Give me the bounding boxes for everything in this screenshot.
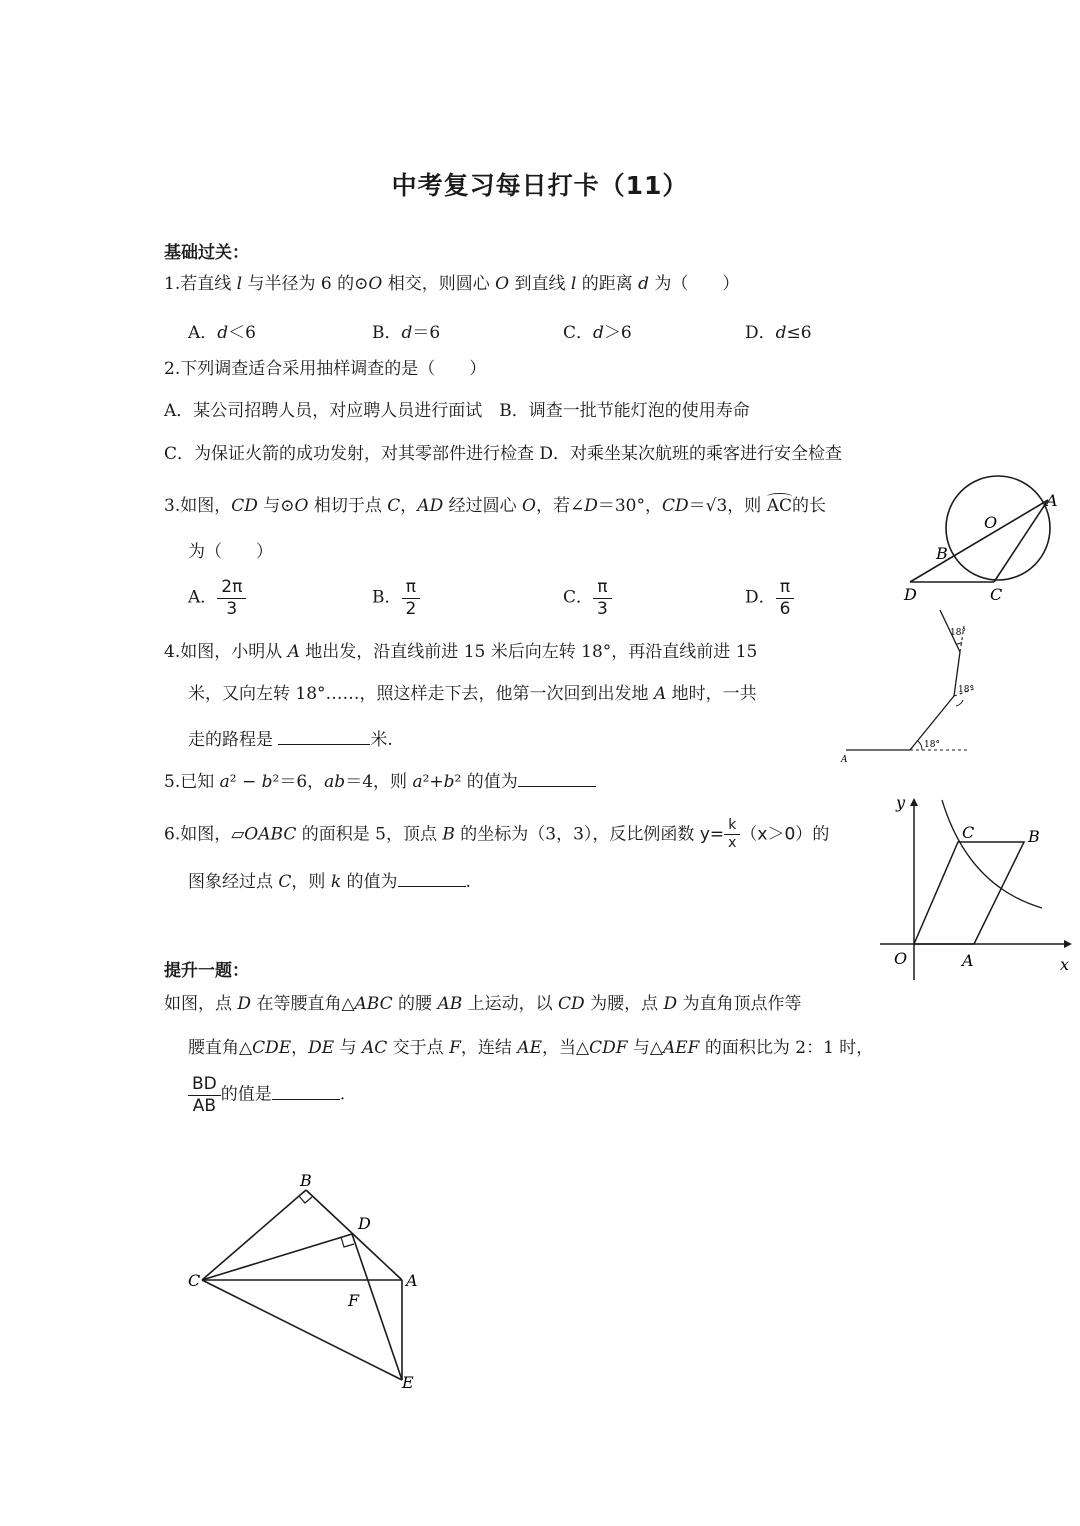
axis-label-x: x — [1060, 955, 1070, 974]
question-3-figure — [896, 474, 1066, 606]
question-3-option-b: B． $\frac{\pi}{2}$ — [372, 578, 420, 618]
question-6-figure — [872, 786, 1080, 982]
question-4-line-2: 米，又向左转 18°……，照这样走下去，他第一次回到出发地 A 地时，一共 — [188, 684, 757, 704]
axis-label-y: y — [896, 793, 906, 812]
advanced-question-line-3: $\frac{BD}{AB}$ 的值是 . — [188, 1075, 345, 1115]
point-label-b: B — [936, 544, 948, 563]
question-2-options-line-1: A．某公司招聘人员，对应聘人员进行面试 B．调查一批节能灯泡的使用寿命 — [164, 401, 750, 421]
question-3-option-d: D． $\frac{\pi}{6}$ — [745, 578, 794, 618]
question-1-option-a: A．d＜6 — [188, 323, 256, 343]
question-1-stem: 1.若直线 l 与半径为 6 的⊙O 相交，则圆心 O 到直线 l 的距离 d 为（ ） — [164, 274, 740, 294]
segment-cd — [202, 1234, 352, 1280]
chord-ca — [994, 500, 1048, 582]
point-label-c: C — [188, 1271, 201, 1290]
angle-label-3: 18° — [950, 628, 966, 638]
hyperbola-curve — [942, 800, 1042, 908]
point-label-a: A — [841, 755, 848, 765]
point-label-o: O — [894, 949, 908, 968]
question-2-options-line-2: C．为保证火箭的成功发射，对其零部件进行检查 D．对乘坐某次航班的乘客进行安全检查 — [164, 444, 843, 464]
secant-line-da — [910, 500, 1048, 582]
section-basic-heading: 基础过关： — [164, 243, 249, 263]
question-6-line-1: 6.如图，▱OABC 的面积是 5，顶点 B 的坐标为（3，3），反比例函数 y= $\frac{k}{x}$ （x＞0）的 — [164, 817, 830, 852]
question-4-line-3: 走的路程是 米. — [188, 730, 393, 750]
point-label-b: B — [1028, 827, 1040, 846]
question-3-stem: 3.如图，CD 与⊙O 相切于点 C，AD 经过圆心 O，若∠D＝30°，CD＝√3，则 AC的长 — [164, 496, 826, 516]
segment-ce — [202, 1280, 402, 1380]
right-angle-mark-b — [299, 1196, 312, 1203]
advanced-question-figure — [180, 1168, 430, 1398]
point-label-d: D — [904, 585, 917, 604]
point-label-d: D — [358, 1214, 371, 1233]
point-label-b: B — [300, 1171, 312, 1190]
answer-blank-q6[interactable] — [398, 870, 466, 887]
point-label-a: A — [1046, 491, 1058, 510]
question-2-stem: 2.下列调查适合采用抽样调查的是（ ） — [164, 359, 487, 379]
question-5: 5.已知 a² − b²＝6，ab＝4，则 a²+b² 的值为 — [164, 770, 596, 791]
point-label-o: O — [984, 513, 998, 532]
question-6-line-2: 图象经过点 C，则 k 的值为 . — [188, 872, 471, 892]
right-angle-mark-d — [341, 1237, 354, 1247]
point-label-a: A — [962, 951, 974, 970]
angle-label-2: 18° — [958, 685, 974, 695]
point-label-a: A — [406, 1271, 418, 1290]
question-3-option-c: C． $\frac{\pi}{3}$ — [563, 578, 612, 618]
angle-label-1: 18° — [924, 740, 940, 750]
turn-angle-arc-1 — [918, 741, 922, 750]
turn-angle-arc-2 — [956, 700, 963, 706]
section-advanced-heading: 提升一题： — [164, 961, 249, 981]
advanced-question-line-2: 腰直角△CDE，DE 与 AC 交于点 F，连结 AE，当△CDF 与△AEF 的面积比为 2：1 时， — [188, 1038, 874, 1058]
point-label-f: F — [348, 1291, 360, 1310]
question-1-option-d: D．d≤6 — [745, 323, 812, 343]
question-3-stem-line-2: 为（ ） — [188, 542, 273, 562]
segment-ba — [306, 1190, 402, 1280]
advanced-question-line-1: 如图，点 D 在等腰直角△ABC 的腰 AB 上运动，以 CD 为腰，点 D 为直角顶点作等 — [164, 994, 802, 1014]
point-label-c: C — [990, 585, 1003, 604]
point-label-e: E — [402, 1373, 414, 1392]
question-1-option-b: B．d＝6 — [372, 323, 441, 343]
circle-o — [946, 476, 1050, 580]
question-3-option-a: A． $\frac{2\pi}{3}$ — [188, 578, 246, 618]
arc-ac-symbol: AC — [766, 496, 792, 516]
question-4-figure — [838, 604, 988, 768]
page-title: 中考复习每日打卡（11） — [391, 171, 689, 200]
x-axis-arrow — [1064, 940, 1072, 948]
answer-blank-q5[interactable] — [518, 770, 596, 787]
question-4-line-1: 4.如图，小明从 A 地出发，沿直线前进 15 米后向左转 18°，再沿直线前进 15 — [164, 642, 758, 662]
segment-cb — [202, 1190, 306, 1280]
question-1-option-c: C．d＞6 — [563, 323, 632, 343]
answer-blank-q4[interactable] — [278, 728, 370, 745]
answer-blank-advanced[interactable] — [272, 1083, 340, 1100]
y-axis-arrow — [910, 798, 918, 806]
point-label-c: C — [962, 823, 975, 842]
